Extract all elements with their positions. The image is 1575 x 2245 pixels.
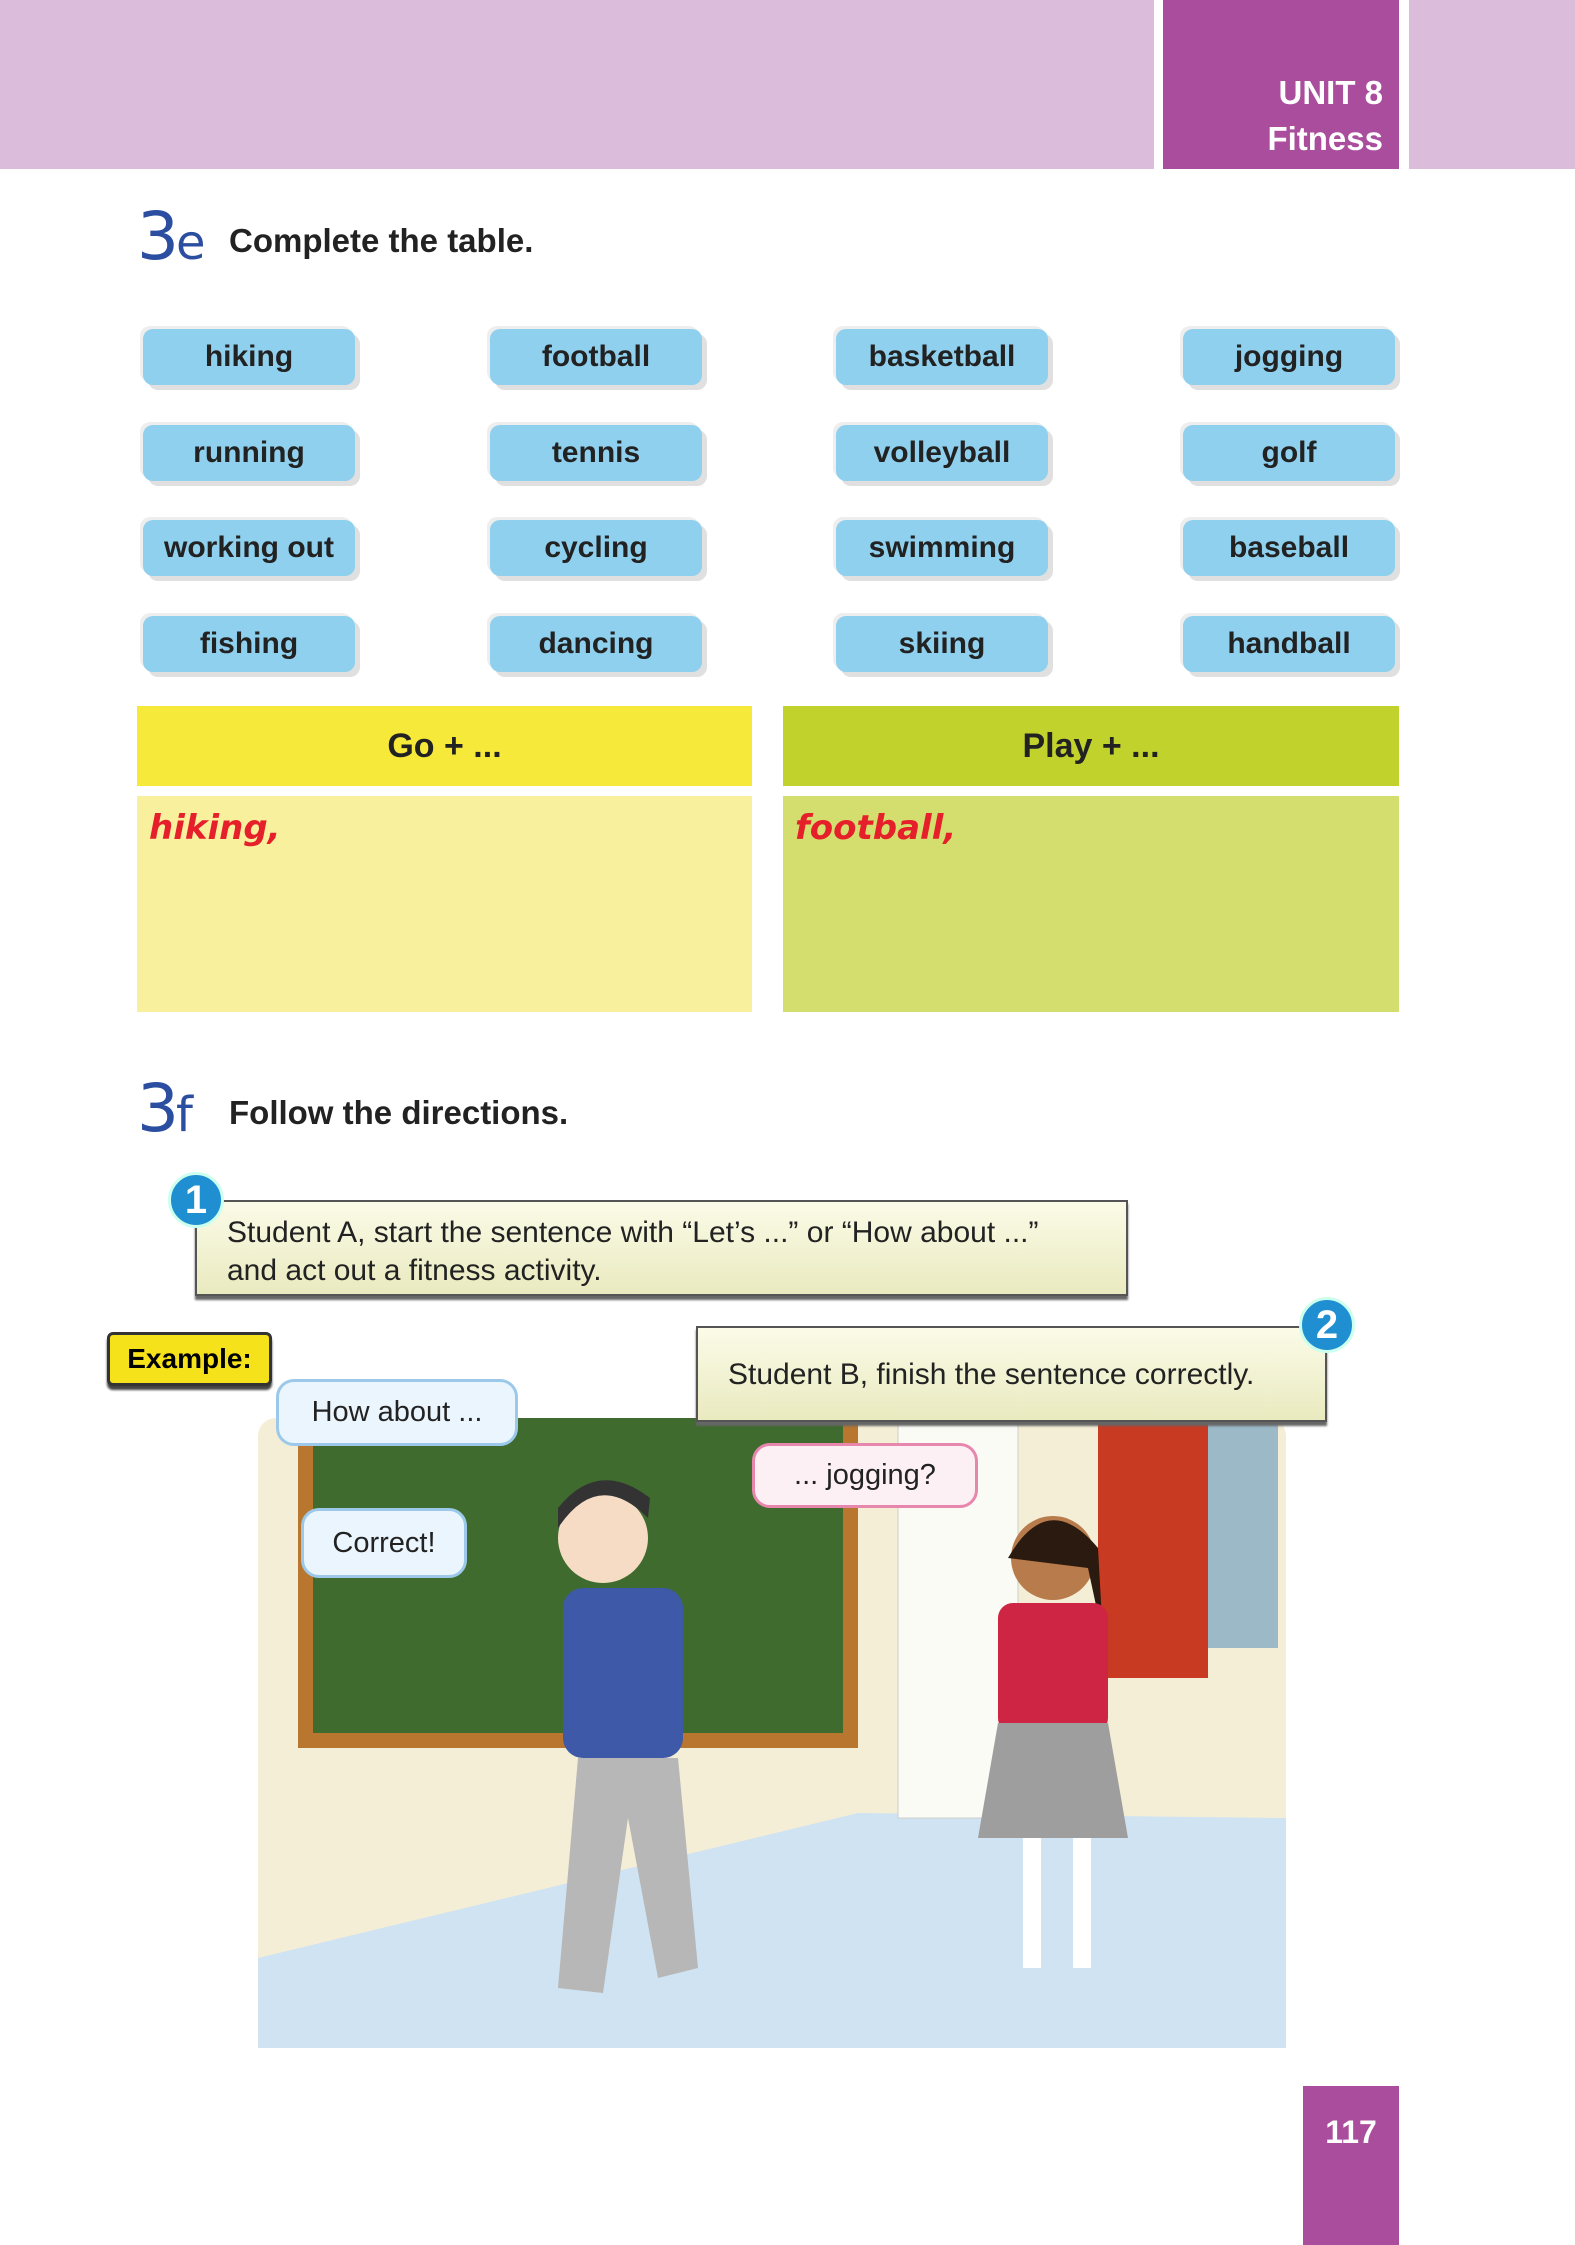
step1-box	[195, 1200, 1128, 1296]
step1-badge: 1	[168, 1172, 224, 1228]
go-answer-area[interactable]	[137, 796, 752, 1012]
unit-label: UNIT 8	[1278, 74, 1383, 111]
word-chip[interactable]: cycling	[490, 520, 702, 576]
word-chip[interactable]: hiking	[143, 329, 355, 385]
word-chip[interactable]: working out	[143, 520, 355, 576]
curtain-icon	[1098, 1418, 1208, 1678]
word-chip[interactable]: dancing	[490, 616, 702, 672]
example-label: Example:	[107, 1332, 272, 1386]
play-answer-text: football,	[795, 808, 957, 848]
word-chip[interactable]: handball	[1183, 616, 1395, 672]
speech-bubble-jogging: ... jogging?	[752, 1443, 978, 1508]
play-answer-area[interactable]	[783, 796, 1399, 1012]
word-chip[interactable]: football	[490, 329, 702, 385]
unit-topic: Fitness	[1267, 120, 1383, 157]
word-chip[interactable]: tennis	[490, 425, 702, 481]
step1-line1: Student A, start the sentence with “Let’s ...” or “How about ...”	[227, 1216, 1039, 1249]
header-band	[0, 0, 1154, 169]
go-header: Go + ...	[137, 706, 752, 786]
unit-tab	[1163, 0, 1399, 169]
exercise-num: 3	[137, 1070, 176, 1147]
speech-bubble-how-about: How about ...	[276, 1379, 518, 1446]
word-chip[interactable]: basketball	[836, 329, 1048, 385]
step2-text: Student B, finish the sentence correctly.	[728, 1358, 1255, 1391]
word-chip[interactable]: baseball	[1183, 520, 1395, 576]
window	[1208, 1418, 1278, 1648]
exercise-letter: f	[176, 1087, 190, 1143]
exercise-number-3e	[137, 198, 203, 275]
word-chip[interactable]: jogging	[1183, 329, 1395, 385]
speech-bubble-correct: Correct!	[301, 1508, 467, 1578]
exercise-number-3f	[137, 1070, 190, 1147]
exercise-letter: e	[176, 215, 203, 271]
exercise-title: Follow the directions.	[229, 1094, 569, 1131]
word-chip[interactable]: volleyball	[836, 425, 1048, 481]
word-chip[interactable]: swimming	[836, 520, 1048, 576]
page-number: 117	[1303, 2086, 1399, 2245]
step2-badge: 2	[1299, 1297, 1355, 1353]
exercise-num: 3	[137, 198, 176, 275]
step2-box	[696, 1326, 1327, 1422]
go-answer-text: hiking,	[149, 808, 281, 848]
word-chip[interactable]: golf	[1183, 425, 1395, 481]
word-chip[interactable]: skiing	[836, 616, 1048, 672]
exercise-title: Complete the table.	[229, 222, 534, 259]
word-chip[interactable]: running	[143, 425, 355, 481]
header-band-right	[1409, 0, 1575, 169]
step1-line2: and act out a fitness activity.	[227, 1254, 602, 1287]
play-header: Play + ...	[783, 706, 1399, 786]
word-chip[interactable]: fishing	[143, 616, 355, 672]
